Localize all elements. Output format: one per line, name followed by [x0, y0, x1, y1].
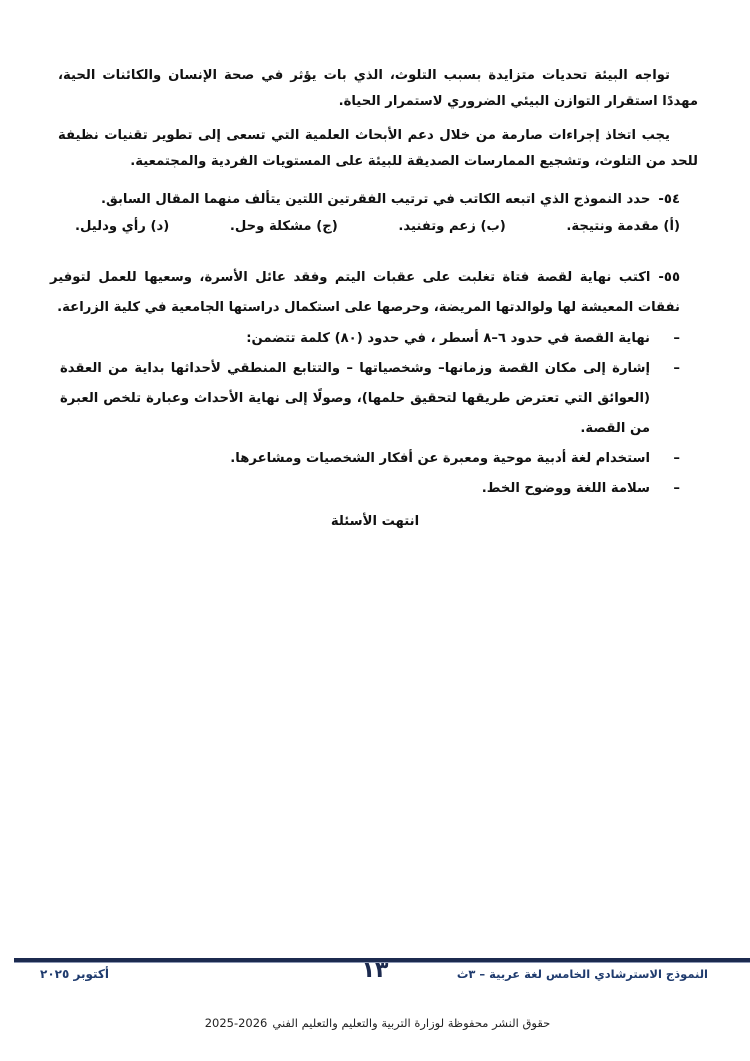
dash-bullet-icon: –	[673, 451, 680, 466]
requirement-text: نهاية القصة في حدود ٦–٨ أسطر ، في حدود (٨٠) كلمة تتضمن:	[246, 331, 650, 346]
requirement-text: إشارة إلى مكان القصة وزمانها– وشخصياتها – والتتابع المنطقي لأحداثها بداية من العقدة (العوائق التي تعترض طريقها لتحقيق حلمها)، وصولًا إلى نهاية الأحداث وعبارة تلخص العبرة من القصة.	[60, 361, 650, 436]
question-55-text: اكتب نهاية لقصة فتاة تغلبت على عقبات اليتم وفقد عائل الأسرة، وسعيها للعمل لتوفير نفقات المعيشة لها ولوالدتها المريضة، وحرصها على استكمال دراستها الجامعية في كلية الزراعة.	[50, 270, 680, 315]
passage-paragraph-1	[58, 63, 698, 115]
option-b[interactable]: (ب) زعم وتفنيد.	[398, 219, 506, 234]
question-55-requirements	[60, 324, 680, 504]
requirement-item	[60, 324, 680, 354]
question-55-number: ٥٥-	[658, 270, 680, 285]
option-a[interactable]: (أ) مقدمة ونتيجة.	[566, 219, 680, 234]
end-of-questions-note: انتهت الأسئلة	[330, 514, 420, 529]
option-d[interactable]: (د) رأي ودليل.	[75, 219, 170, 234]
copyright-years: 2025-2026	[204, 1016, 268, 1030]
requirement-item	[60, 444, 680, 474]
dash-bullet-icon: –	[673, 481, 680, 496]
copyright-text: حقوق النشر محفوظة لوزارة التربية والتعليم والتعليم الفني	[272, 1016, 551, 1030]
dash-bullet-icon: –	[673, 361, 680, 376]
footer-page-number: ١٣	[361, 958, 389, 983]
question-54-options	[75, 215, 680, 239]
passage-paragraph-2	[58, 123, 698, 175]
requirement-item	[60, 354, 680, 444]
requirement-text: استخدام لغة أدبية موحية ومعبرة عن أفكار الشخصيات ومشاعرها.	[230, 451, 650, 466]
question-54	[40, 188, 680, 212]
option-c[interactable]: (ج) مشكلة وحل.	[229, 219, 338, 234]
copyright-notice	[0, 1016, 750, 1030]
passage-paragraph-2-text: يجب اتخاذ إجراءات صارمة من خلال دعم الأبحاث العلمية التي تسعى إلى تطوير تقنيات نظيفة للحد من التلوث، وتشجيع الممارسات الصديقة للبيئة على المستويات الفردية والمجتمعية.	[58, 128, 698, 169]
passage-paragraph-1-text: تواجه البيئة تحديات متزايدة بسبب التلوث، الذي بات يؤثر في صحة الإنسان والكائنات الحية، مهددًا استقرار التوازن البيئي الضروري لاستمرار الحياة.	[58, 68, 698, 109]
question-54-text: حدد النموذج الذي اتبعه الكاتب في ترتيب الفقرتين اللتين يتألف منهما المقال السابق.	[101, 192, 651, 207]
question-55	[50, 263, 680, 323]
requirement-text: سلامة اللغة ووضوح الخط.	[481, 481, 650, 496]
footer-exam-title: النموذج الاسترشادي الخامس لغة عربية – ٣ث	[456, 967, 708, 981]
footer-date: أكتوبر ٢٠٢٥	[40, 967, 109, 981]
question-54-number: ٥٤-	[658, 192, 680, 207]
dash-bullet-icon: –	[673, 331, 680, 346]
requirement-item	[60, 474, 680, 504]
